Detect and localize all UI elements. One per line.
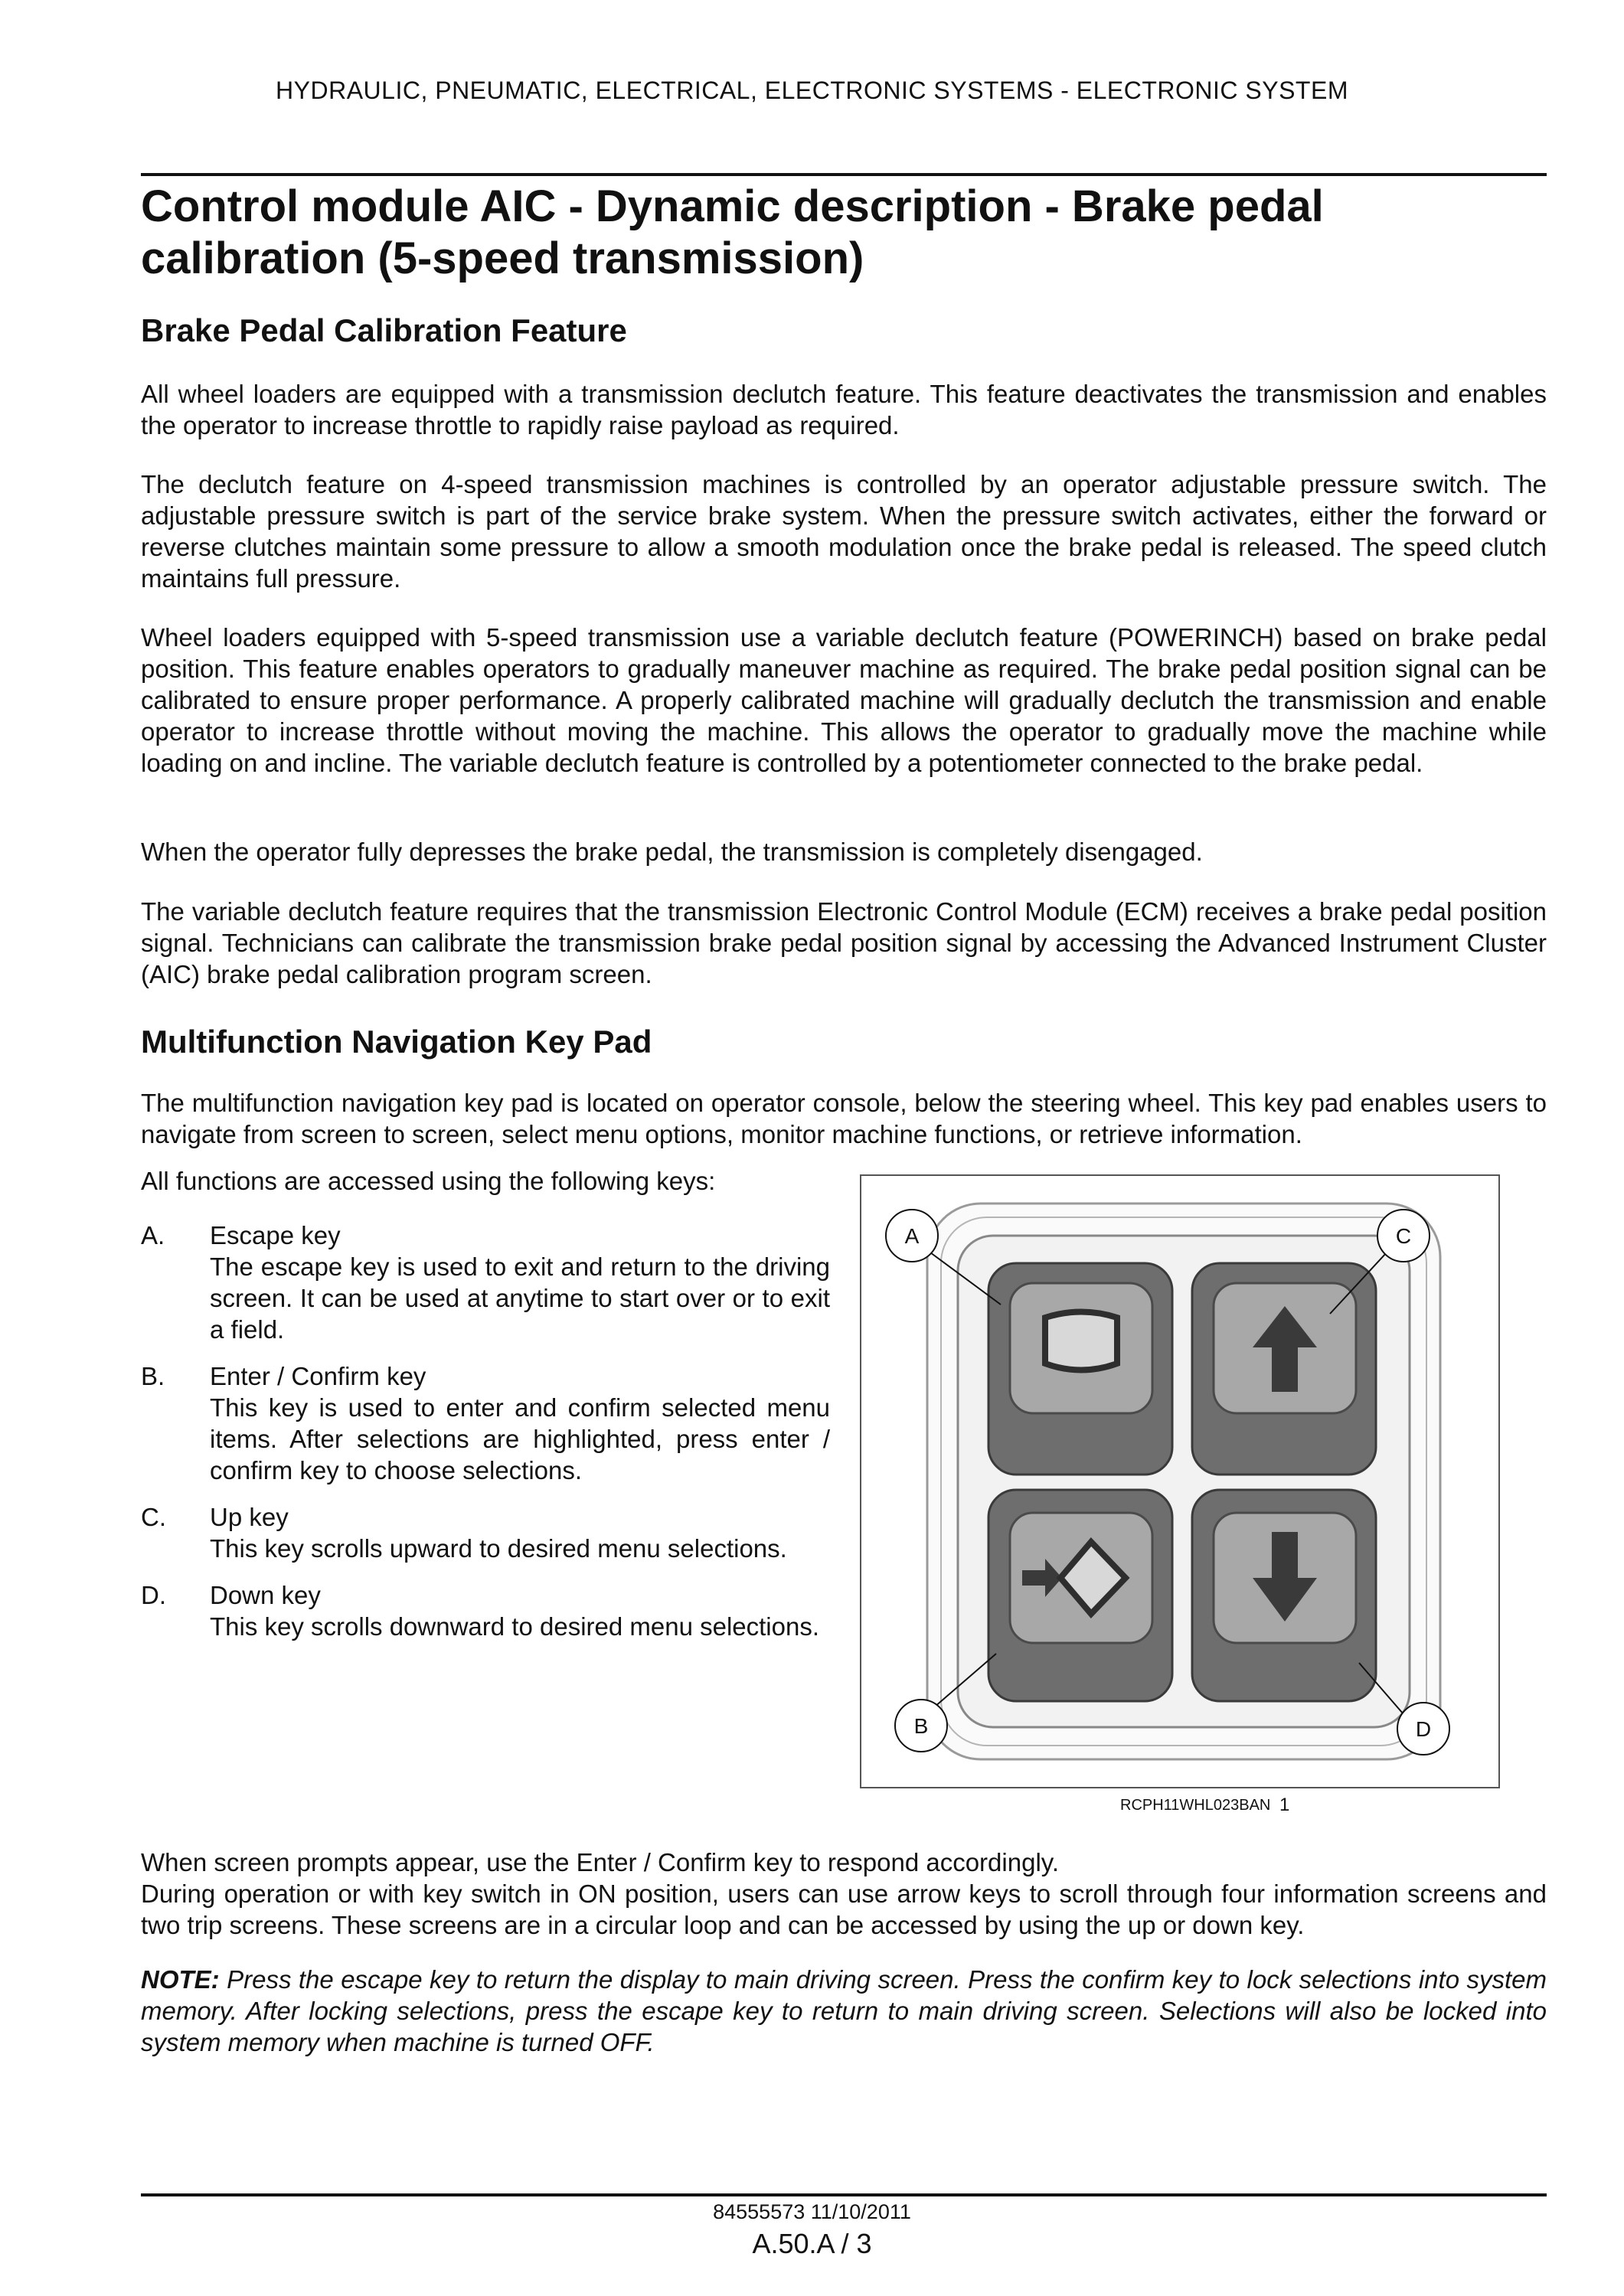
key-item-enter	[141, 1360, 830, 1486]
key-description: The escape key is used to exit and return to the driving screen. It can be used at anytime to start over or to exit a field.	[210, 1253, 830, 1344]
keypad-illustration	[861, 1176, 1498, 1787]
enter-confirm-key	[988, 1490, 1172, 1701]
key-item-up	[141, 1501, 830, 1564]
key-name: Enter / Confirm key	[210, 1362, 426, 1390]
paragraph-screen-prompts: When screen prompts appear, use the Enter / Confirm key to respond accordingly.	[141, 1848, 1059, 1876]
key-letter: B.	[141, 1362, 165, 1390]
section-heading-keypad: Multifunction Navigation Key Pad	[141, 1024, 652, 1060]
document-title: Control module AIC - Dynamic description - Brake pedal calibration (5-speed transmission)	[141, 181, 1324, 283]
paragraph-keypad-location: The multifunction navigation key pad is located on operator console, below the steering wheel. This key pad enables users to navigate from screen to screen, select menu options, monitor machine functions, or retrieve information.	[141, 1089, 1547, 1148]
paragraph-declutch-intro: All wheel loaders are equipped with a transmission declutch feature. This feature deactivates the transmission and enables the operator to increase throttle to rapidly raise payload as required.	[141, 380, 1547, 439]
note-label: NOTE:	[141, 1965, 220, 1994]
figure-code: RCPH11WHL023BAN	[1120, 1797, 1271, 1814]
keys-intro: All functions are accessed using the following keys:	[141, 1167, 716, 1195]
svg-text:B: B	[913, 1714, 929, 1738]
footer-rule	[141, 2193, 1547, 2196]
key-name: Up key	[210, 1503, 289, 1531]
paragraph-5-speed: Wheel loaders equipped with 5-speed transmission use a variable declutch feature (POWERINCH) based on brake pedal position. This feature enables operators to gradually maneuver machine as required. The brake pedal position signal can be calibrated to ensure proper performance. A properly calibrated machine will gradually declutch the transmission and enable operator to increase throttle without moving the machine. This allows the operator to gradually move the machine while loading on and incline. The variable declutch feature is controlled by a potentiometer connected to the brake pedal.	[141, 623, 1547, 777]
paragraph-fully-depressed: When the operator fully depresses the brake pedal, the transmission is completely disengaged.	[141, 838, 1203, 866]
key-description: This key scrolls upward to desired menu selections.	[210, 1534, 787, 1563]
svg-text:C: C	[1395, 1224, 1412, 1248]
callout-c	[1377, 1210, 1430, 1262]
svg-text:D: D	[1415, 1717, 1432, 1741]
key-list	[141, 1165, 830, 1657]
key-letter: D.	[141, 1581, 166, 1609]
svg-text:A: A	[904, 1224, 920, 1248]
key-description: This key is used to enter and confirm selected menu items. After selections are highlighted, press enter / confirm key to choose selections.	[210, 1393, 830, 1484]
paragraph-4-speed: The declutch feature on 4-speed transmission machines is controlled by an operator adjustable pressure switch. The adjustable pressure switch is part of the service brake system. When the pressure switch activates, either the forward or reverse clutches maintain some pressure to allow a smooth modulation once the brake pedal is released. The speed clutch maintains full pressure.	[141, 470, 1547, 593]
header-rule	[141, 173, 1547, 176]
escape-key	[988, 1263, 1172, 1475]
after-figure-text	[141, 1847, 1547, 1941]
callout-a	[886, 1210, 938, 1262]
paragraph-arrow-keys: During operation or with key switch in ON position, users can use arrow keys to scroll through four information screens and two trip screens. These screens are in a circular loop and can be accessed by using the up or down key.	[141, 1880, 1547, 1939]
footer-doc-id: 84555573 11/10/2011	[713, 2200, 911, 2223]
note-text: Press the escape key to return the display to main driving screen. Press the confirm key to lock selections into system memory. After locking selections, press the escape key to return to main driving screen. Selections will also be locked into system memory when machine is turned OFF.	[141, 1965, 1547, 2056]
key-letter: C.	[141, 1503, 166, 1531]
section-heading-brake-pedal: Brake Pedal Calibration Feature	[141, 312, 627, 348]
key-name: Escape key	[210, 1221, 341, 1249]
callout-b	[895, 1700, 947, 1752]
paragraph-ecm-signal: The variable declutch feature requires that the transmission Electronic Control Module (ECM) receives a brake pedal position signal. Technicians can calibrate the transmission brake pedal position signal by accessing the Advanced Instrument Cluster (AIC) brake pedal calibration program screen.	[141, 897, 1547, 988]
callout-d	[1397, 1703, 1449, 1755]
page-header: HYDRAULIC, PNEUMATIC, ELECTRICAL, ELECTRONIC SYSTEMS - ELECTRONIC SYSTEM	[276, 77, 1348, 104]
escape-icon	[1045, 1312, 1117, 1370]
key-item-escape	[141, 1220, 830, 1345]
key-description: This key scrolls downward to desired menu selections.	[210, 1612, 820, 1641]
key-item-down	[141, 1579, 830, 1642]
footer-page-number: A.50.A / 3	[752, 2228, 872, 2259]
down-key	[1192, 1490, 1376, 1701]
key-letter: A.	[141, 1221, 165, 1249]
keypad-figure	[860, 1174, 1500, 1788]
note	[141, 1964, 1547, 2058]
figure-number: 1	[1279, 1795, 1290, 1815]
key-name: Down key	[210, 1581, 321, 1609]
